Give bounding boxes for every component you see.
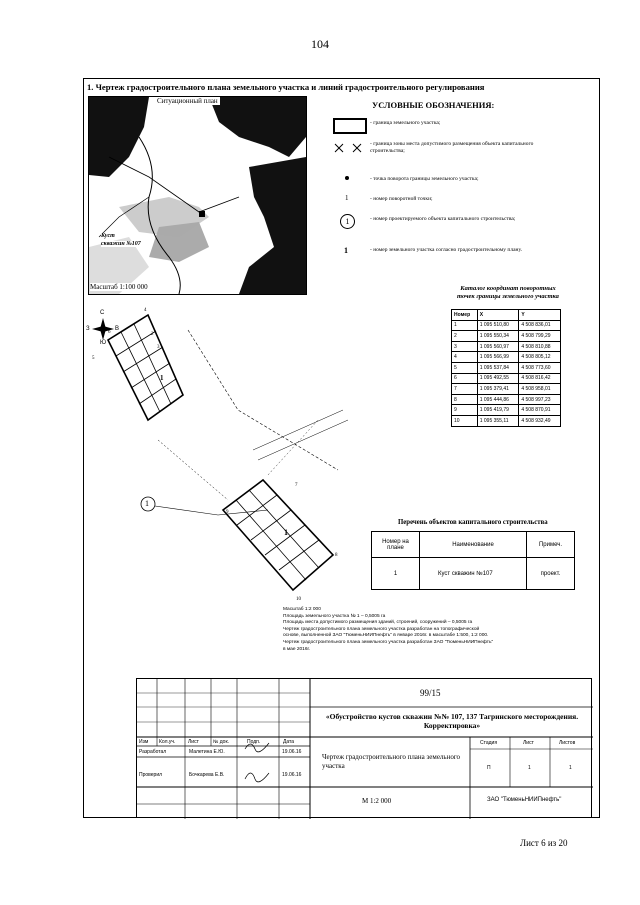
situation-plan-title: Ситуационный план	[157, 97, 218, 105]
legend-item-2: - граница зоны места допустимого размещения объекта капитального строительства;	[370, 141, 534, 154]
compass-icon	[92, 318, 114, 340]
parcel-grid-upper	[108, 315, 183, 420]
catalog-col-number: Номер	[452, 310, 478, 321]
note-line: в мае 2016г.	[283, 646, 311, 652]
checker-name: Бочкарева Е.В.	[189, 772, 225, 778]
note-line: Площадь земельного участка № 1 – 0,5005 га	[283, 613, 386, 619]
table-row: 3 1 095 560,97 4 508 810,88	[452, 341, 561, 352]
objects-col-note: Примеч.	[527, 532, 575, 558]
page-number: 104	[311, 37, 329, 51]
col-signature: Подп.	[247, 739, 261, 745]
legend-item-4: - номер поворотной точки;	[370, 196, 433, 202]
developer-name: Малетина Е.Ю.	[189, 749, 225, 755]
sheets-label: Листов	[559, 740, 576, 746]
point-label: 6	[108, 330, 111, 335]
table-row: 5 1 095 537,84 4 508 773,60	[452, 362, 561, 373]
company-name: ЗАО "ТюменьНИИПнефть"	[487, 797, 562, 803]
object-number: 1	[284, 528, 288, 537]
legend-symbol-5: 1	[340, 214, 355, 229]
legend-symbol-6: 1	[344, 246, 348, 255]
compass-south: Ю	[100, 340, 107, 346]
sheets-value: 1	[569, 765, 572, 771]
sheet-value: 1	[528, 765, 531, 771]
situation-scale: Масштаб 1:100 000	[90, 283, 148, 291]
title-block	[136, 678, 592, 818]
objects-col-name: Наименование	[420, 532, 527, 558]
coordinates-table	[451, 309, 561, 427]
stage-label: Стадия	[480, 740, 498, 746]
well-label-1: Куст	[101, 233, 115, 239]
zone-boundary-symbol	[333, 142, 365, 154]
sheet-title: Чертеж градостроительного плана земельного участка	[322, 753, 461, 770]
developer-date: 19.06.16	[282, 749, 302, 755]
note-line: Масштаб 1:2 000	[283, 607, 321, 612]
project-title: «Обустройство кустов скважин №№ 107, 137 Тагринского месторождения. Корректировка»	[325, 712, 579, 730]
point-label: 8	[335, 553, 338, 558]
table-row: 9 1 095 419,79 4 508 870,91	[452, 405, 561, 416]
parcel-boundary-symbol	[333, 118, 367, 134]
objects-table	[371, 531, 575, 590]
objects-col-number: Номер на плане	[372, 532, 420, 558]
drawing-notes	[283, 607, 493, 653]
compass-east: В	[115, 326, 120, 332]
table-row: 1 Куст скважин №107 проект.	[372, 558, 575, 590]
drawing-heading: 1. Чертеж градостроительного плана земельного участка и линий градостроительного регулирования	[87, 82, 485, 92]
point-label: 9	[226, 510, 229, 515]
point-label: 2	[151, 332, 154, 337]
scale-value: М 1:2 000	[362, 797, 392, 805]
table-row: 8 1 095 444,86 4 508 997,23	[452, 394, 561, 405]
sheet-label: Лист	[523, 740, 534, 746]
signature-2	[245, 773, 269, 782]
role-checked: Проверил	[139, 772, 163, 778]
point-label: 4	[144, 308, 147, 313]
object-marker: 1	[145, 499, 149, 508]
table-row: 7 1 095 379,41 4 508 958,01	[452, 384, 561, 395]
objects-title: Перечень объектов капитального строительства	[398, 519, 548, 526]
col-date: Дата	[283, 739, 295, 745]
table-row: 6 1 095 492,55 4 508 816,42	[452, 373, 561, 384]
compass-rose	[92, 318, 114, 340]
col-change: Изм	[139, 739, 149, 745]
turning-point-dot	[345, 176, 349, 180]
parcel-number: 1	[160, 374, 164, 382]
catalog-title-line1: Каталог координат поворотных	[460, 285, 556, 292]
legend-symbol-4: 1	[345, 194, 349, 202]
col-sheet: Лист	[188, 739, 199, 745]
point-label: 7	[295, 483, 298, 488]
catalog-title	[438, 285, 578, 301]
sheet-footer: Лист 6 из 20	[520, 838, 568, 848]
document-code: 99/15	[420, 688, 441, 698]
note-line: основе, выполненной ЗАО "ТюменьНИИПнефть" в январе 2016г. в масштабе 1:500, 1:2 000.	[283, 633, 489, 639]
compass-north: С	[100, 310, 105, 316]
point-label: 3	[157, 345, 160, 350]
checker-date: 19.06.16	[282, 772, 302, 778]
stage-value: П	[487, 765, 491, 771]
table-row: 4 1 095 566,99 4 508 805,12	[452, 352, 561, 363]
note-line: Чертеж градостроительного плана земельного участка разработан на топографической	[283, 626, 480, 632]
compass-west: З	[86, 326, 90, 332]
catalog-col-x: X	[477, 310, 519, 321]
role-developed: Разработал	[139, 749, 167, 755]
note-line: Площадь места допустимого размещения зданий, строений, сооружений – 0,5005 га	[283, 620, 473, 626]
table-row: 2 1 095 550,34 4 508 799,29	[452, 331, 561, 342]
legend-item-6: - номер земельного участка согласно градостроительному плану.	[370, 247, 523, 253]
col-count: Кол.уч.	[159, 739, 176, 745]
legend-item-5: - номер проектируемого объекта капитального строительства;	[370, 216, 516, 222]
situation-plan-map	[88, 96, 307, 295]
point-label: 10	[296, 597, 301, 602]
legend-item-1: - граница земельного участка;	[370, 120, 441, 126]
col-doc: № док.	[213, 739, 230, 745]
legend-item-3: - точка поворота границы земельного участка;	[370, 176, 479, 182]
legend-title: УСЛОВНЫЕ ОБОЗНАЧЕНИЯ:	[372, 100, 495, 110]
point-label: 5	[92, 356, 95, 361]
well-label-2: скважин №107	[101, 241, 141, 247]
catalog-title-line2: точек границы земельного участка	[457, 293, 559, 300]
catalog-col-y: Y	[519, 310, 561, 321]
situation-plan-graphic	[89, 97, 306, 294]
table-row: 1 1 095 510,80 4 508 836,01	[452, 320, 561, 331]
note-line: Чертеж градостроительного плана земельного участка разработан ЗАО "ТюменьНИИПнефть"	[283, 639, 494, 645]
parcel-drawing	[88, 300, 368, 610]
parcel-grid-lower	[223, 480, 333, 590]
table-row: 10 1 095 355,11 4 508 932,49	[452, 415, 561, 426]
